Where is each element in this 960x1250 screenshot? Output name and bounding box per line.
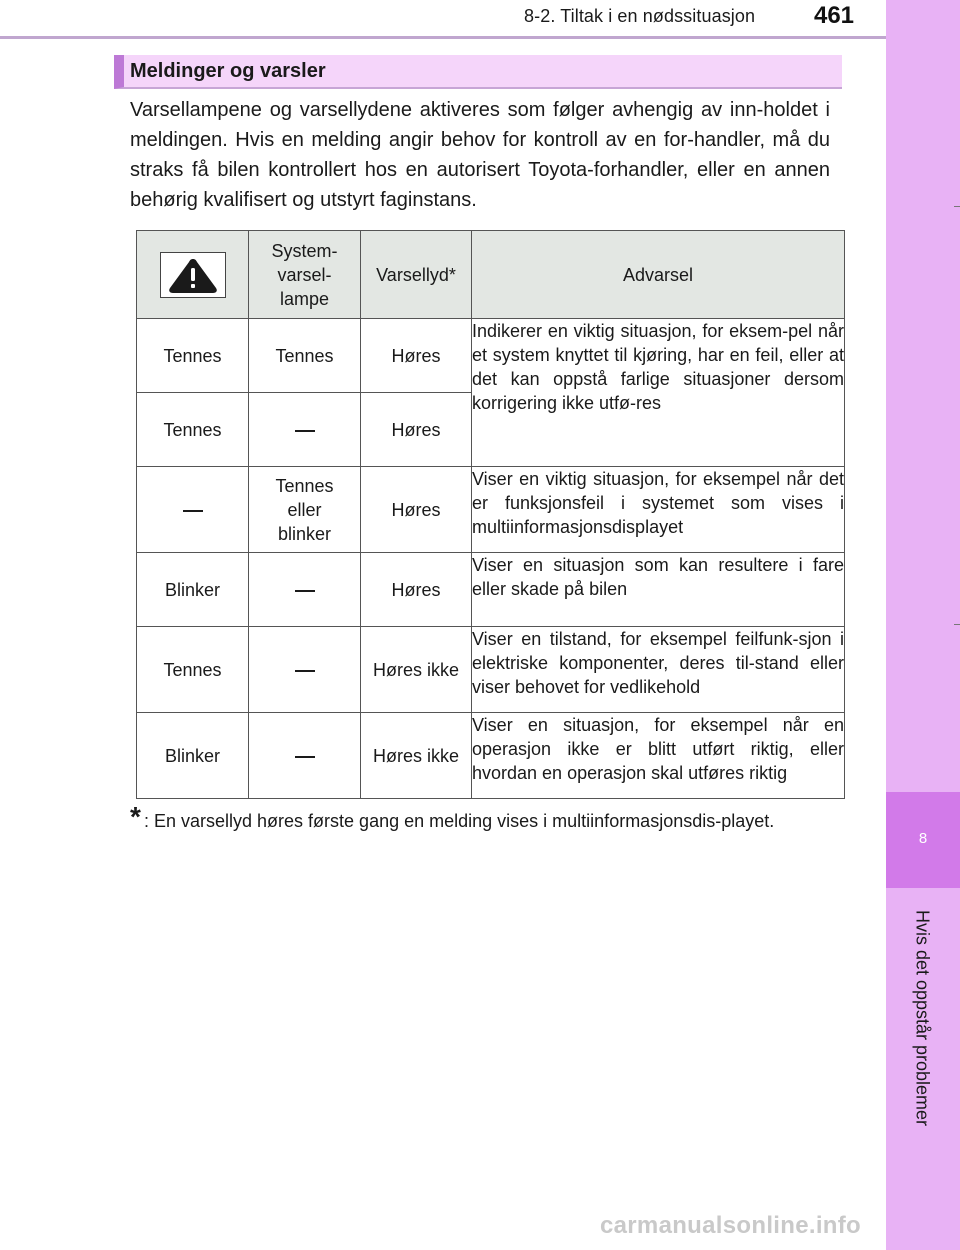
tab-marker-top [954, 206, 960, 207]
intro-paragraph: Varsellampene og varsellydene aktiveres som følger avhengig av inn-holdet i meldingen. Hvis en melding angir behov for kontroll av en for-handler, må du straks få bilen kontrollert hos en autorisert Toyota-forhandler, eller en annen behørig kvalifisert og utstyrt faginstans. [130, 99, 830, 211]
table-header-row [137, 231, 845, 319]
cell-display: Tennes [137, 319, 249, 393]
dash-mark [183, 510, 203, 512]
cell-display: Tennes [137, 393, 249, 467]
table-row [137, 713, 845, 799]
cell-sound: Høres ikke [361, 713, 472, 799]
cell-system-lamp [249, 627, 361, 713]
cell-warning: Viser en tilstand, for eksempel feilfunk-sjon i elektriske komponenter, deres til-stand eller viser behovet for vedlikehold [472, 627, 845, 713]
chapter-title: Hvis det oppstår problemer [912, 909, 933, 1127]
section-heading: Meldinger og varsler [114, 55, 842, 89]
cell-system-lamp [249, 553, 361, 627]
tab-marker-bottom [954, 624, 960, 625]
cell-system-lamp [249, 393, 361, 467]
footnote-text: : En varsellyd høres første gang en melding vises i multiinformasjonsdis-playet. [144, 811, 775, 831]
cell-warning: Indikerer en viktig situasjon, for eksem-pel når et system knyttet til kjøring, har en feil, eller at det kan oppstå farlige situasjoner dersom korrigering ikke utfø-res [472, 319, 845, 467]
dash-mark [295, 590, 315, 592]
cell-display: Blinker [137, 713, 249, 799]
cell-display: Blinker [137, 553, 249, 627]
dash-mark [295, 756, 315, 758]
cell-warning: Viser en situasjon, for eksempel når en operasjon ikke er blitt utført riktig, eller hvordan en operasjon skal utføres riktig [472, 713, 845, 799]
cell-display [137, 467, 249, 553]
header-divider [0, 36, 886, 39]
table-row [137, 467, 845, 553]
table-row [137, 319, 845, 393]
watermark: carmanualsonline.info [600, 1212, 862, 1239]
page-number: 461 [813, 2, 855, 29]
footnote-marker: * [130, 801, 141, 832]
cell-display: Tennes [137, 627, 249, 713]
cell-sound: Høres [361, 319, 472, 393]
cell-system-lamp: Tennes [249, 319, 361, 393]
table-row [137, 553, 845, 627]
footnote [130, 801, 830, 834]
header-warning: Advarsel [472, 231, 845, 319]
table-row [137, 627, 845, 713]
cell-sound: Høres [361, 393, 472, 467]
dash-mark [295, 430, 315, 432]
warning-icon-box [160, 252, 226, 298]
header-sound: Varsellyd* [361, 231, 472, 319]
cell-warning: Viser en viktig situasjon, for eksempel når det er funksjonsfeil i systemet som vises i multiinformasjonsdisplayet [472, 467, 845, 553]
cell-warning: Viser en situasjon som kan resultere i fare eller skade på bilen [472, 553, 845, 627]
cell-sound: Høres [361, 553, 472, 627]
header-display-icon-cell [137, 231, 249, 319]
header-section-title: 8-2. Tiltak i en nødssituasjon [524, 6, 756, 26]
cell-sound: Høres [361, 467, 472, 553]
warning-exclamation-icon [166, 256, 220, 294]
cell-system-lamp: Tennes eller blinker [249, 467, 361, 553]
chapter-number: 8 [918, 830, 928, 847]
dash-mark [295, 670, 315, 672]
cell-system-lamp [249, 713, 361, 799]
cell-sound: Høres ikke [361, 627, 472, 713]
warning-table [136, 230, 845, 799]
header-system-lamp: System-varsel-lampe [249, 231, 361, 319]
